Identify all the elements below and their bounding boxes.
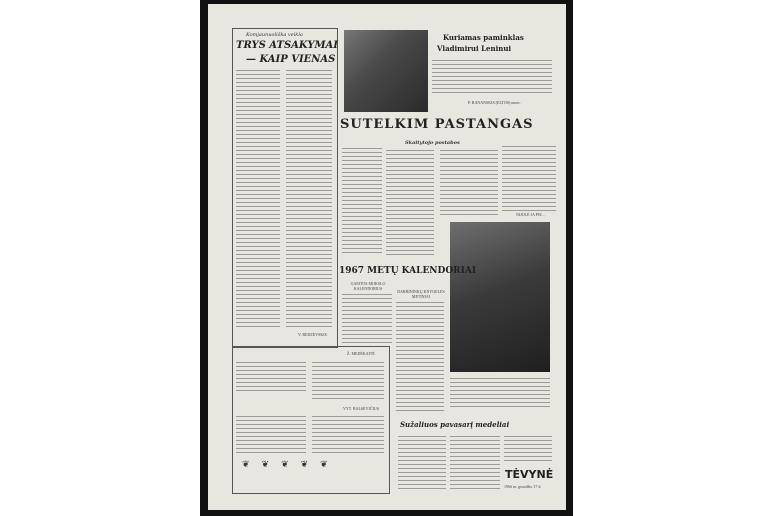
main-subhead: Skaitytojo postabos [405,140,460,146]
poem-2-right [312,414,384,454]
left-signature: V. REDZEVSKIS [298,332,327,337]
poem-author-2: VYT. BALSEVIČIUS [343,406,379,411]
feature-column-2 [386,148,434,256]
man-reading-photo [450,222,550,372]
calendar-subhead-left: GAMTOS MOKSLO KALENDORIUS [350,281,386,291]
lenin-sculpture-photo [344,30,428,112]
top-right-credit: P. RANANSKIS (ELTOS) nuotr. [468,100,521,105]
calendar-headline: 1967 METŲ KALENDORIAI [339,266,477,276]
calendar-body-1 [342,292,392,346]
headline-line-1: TRYS ATSAKYMAI [236,40,338,51]
poem-author-1: Ž. MEDĖKAITĖ [347,351,375,356]
calendar-subhead-right: DARBININKŲ KNYGELĖS METINIAI [397,289,445,299]
feature-column-3 [440,148,498,218]
left-body-text [236,68,280,330]
bottom-body-1 [398,434,446,490]
kicker: Komjaunuoliška veikla [246,32,303,38]
ornament-row: ❦❦❦❦❦ [242,460,340,470]
top-right-caption [432,58,552,96]
headline-line-2: — KAIP VIENAS [246,54,336,65]
left-body-text-2 [286,68,332,330]
masthead-date: 1966 m. gruodžio 17 d. [504,484,542,489]
top-right-headline-1: Kuriamas paminklas [443,33,524,42]
poem-1-left [236,360,306,394]
feature-column-1 [342,146,382,256]
main-banner: SUTELKIM PASTANGAS [340,117,534,132]
poem-2-left [236,414,306,454]
top-right-headline-2: Vladimirui Leninui [437,44,512,53]
bottom-headline: Sužaliuos pavasarį medeliai [400,420,510,429]
feature-column-4 [502,144,556,214]
poem-1-right [312,360,384,402]
bottom-body-3 [504,434,552,464]
bottom-body-2 [450,434,500,490]
calendar-body-2 [396,300,444,412]
photo-caption [450,376,550,410]
feature-signature: NIJOLĖ JA PIE... [516,212,545,217]
masthead: TĖVYNĖ [505,468,554,481]
